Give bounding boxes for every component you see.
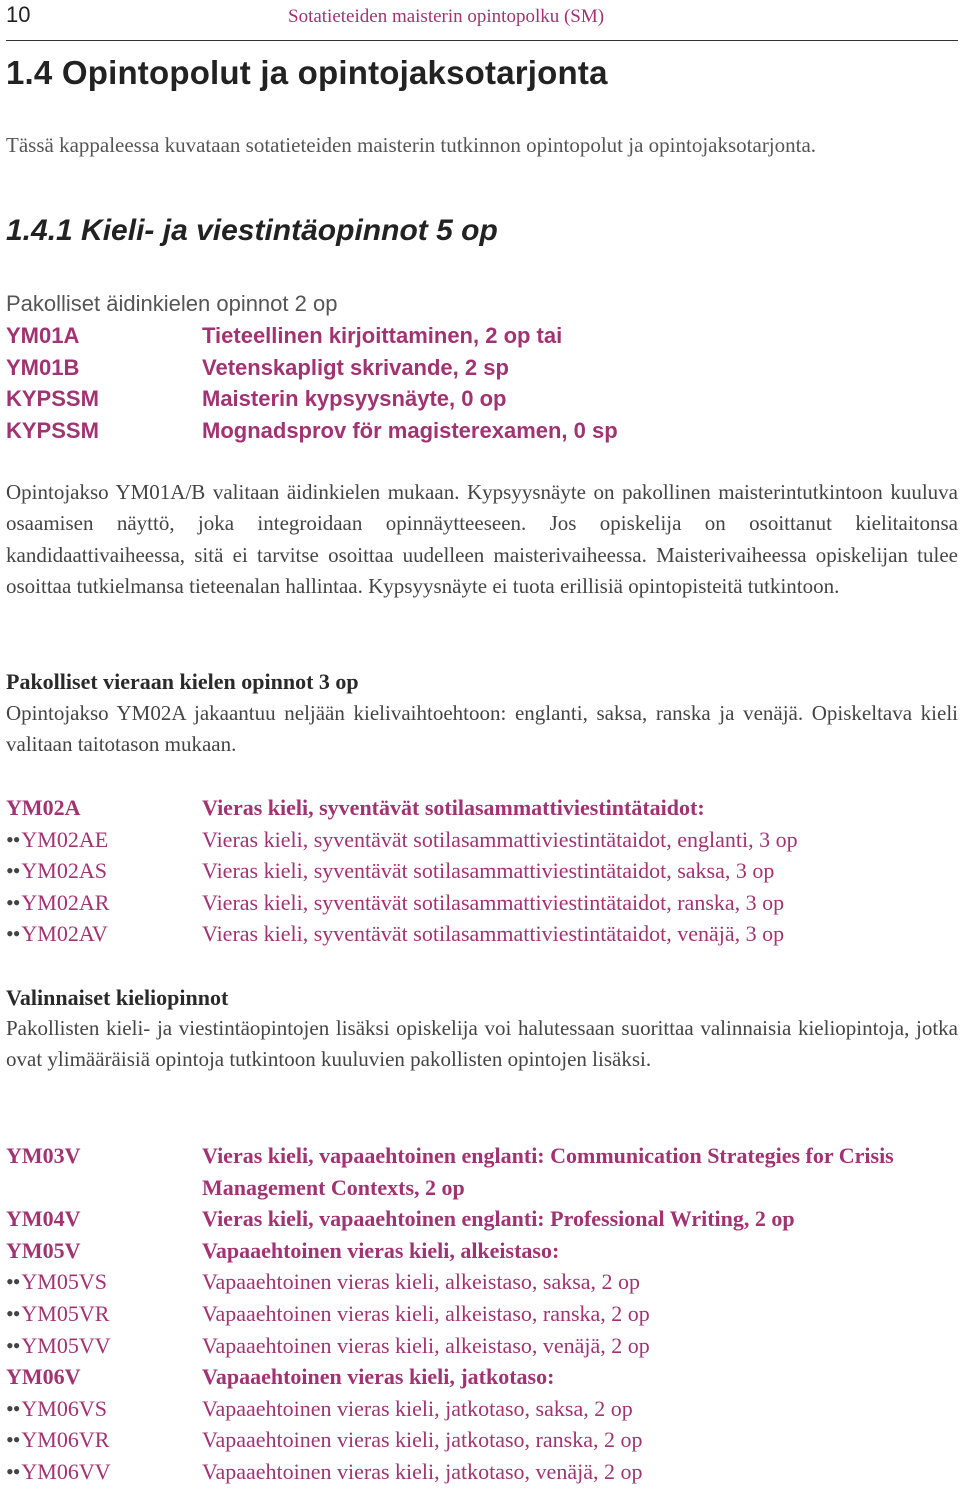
course-title: Vapaaehtoinen vieras kieli, jatkotaso, venäjä, 2 op (202, 1458, 643, 1484)
bullet-icon: •• (6, 1427, 20, 1453)
intro-paragraph: Tässä kappaleessa kuvataan sotatieteiden maisterin tutkinnon opintopolut ja opintojaksotarjonta. (6, 133, 817, 157)
running-title: Sotatieteiden maisterin opintopolku (SM) (288, 6, 605, 27)
course-code-cell (6, 855, 202, 887)
course-code-cell (6, 1330, 202, 1362)
course-code: YM05VV (21, 1332, 111, 1358)
course-title: Vapaaehtoinen vieras kieli, alkeistaso, venäjä, 2 op (202, 1332, 650, 1358)
bullet-icon: •• (6, 858, 20, 884)
section-heading: 1.4 Opintopolut ja opintojaksotarjonta (6, 54, 608, 91)
course-code: YM02AV (21, 921, 108, 947)
course-code: YM01B (6, 354, 80, 380)
native-course-list (6, 320, 958, 446)
course-code-cell (6, 1456, 202, 1488)
course-code: YM03V (6, 1143, 81, 1168)
course-title: Vapaaehtoinen vieras kieli, alkeistaso, ranska, 2 op (202, 1300, 650, 1326)
course-code: YM06VV (21, 1458, 111, 1484)
course-title: Vapaaehtoinen vieras kieli, alkeistaso, saksa, 2 op (202, 1269, 641, 1295)
course-row (6, 352, 958, 384)
course-code: YM05VR (21, 1300, 110, 1326)
course-code: YM05V (6, 1237, 81, 1263)
course-code-cell (6, 1393, 202, 1425)
bullet-icon: •• (6, 921, 20, 947)
bullet-icon: •• (6, 1458, 20, 1484)
subsection-heading: 1.4.1 Kieli- ja viestintäopinnot 5 op (6, 214, 498, 247)
course-code-cell (6, 1424, 202, 1456)
course-code: YM02AS (21, 858, 107, 884)
course-code: YM06VR (21, 1427, 110, 1453)
bullet-icon: •• (6, 1332, 20, 1358)
optional-course-list (6, 1140, 958, 1488)
course-code-cell (6, 887, 202, 919)
native-language-block (6, 288, 958, 446)
course-title: Vieras kieli, syventävät sotilasammattiviestintätaidot, saksa, 3 op (202, 858, 775, 884)
course-row (6, 1203, 958, 1235)
bullet-icon: •• (6, 826, 20, 852)
course-title: Maisterin kypsyysnäyte, 0 op (202, 386, 507, 411)
bullet-icon: •• (6, 1300, 20, 1326)
course-row (6, 1456, 958, 1488)
course-row (6, 792, 958, 824)
course-code: YM06VS (21, 1395, 107, 1421)
course-code-cell (6, 1298, 202, 1330)
course-code: YM06V (6, 1364, 81, 1390)
native-language-paragraph: Opintojakso YM01A/B valitaan äidinkielen mukaan. Kypsyysnäyte on pakollinen maisterintutkintoon kuuluva osaamisen näyttö, joka integroidaan opinnäytteeseen. Jos opiskelija on osoittanut kielitaitonsa kandidaattivaiheessa, sitä ei tarvitse osoittaa uudelleen maisterivaiheessa. Maisterivaiheessa opiskelijan tulee osoittaa tutkielmansa tieteenalan hallintaa. Kypsyysnäyte ei tuota erillisiä opintopisteitä tutkintoon. (6, 480, 958, 598)
course-code-cell (6, 792, 202, 824)
bullet-icon: •• (6, 1269, 20, 1295)
course-title: Vapaaehtoinen vieras kieli, jatkotaso, ranska, 2 op (202, 1427, 643, 1453)
bullet-icon: •• (6, 889, 20, 915)
foreign-language-heading: Pakolliset vieraan kielen opinnot 3 op (6, 669, 359, 694)
course-row (6, 1266, 958, 1298)
course-title: Mognadsprov för magisterexamen, 0 sp (202, 417, 618, 443)
course-code-cell (6, 1140, 202, 1172)
course-code-cell (6, 824, 202, 856)
page-number: 10 (6, 2, 31, 27)
course-row (6, 1140, 958, 1203)
course-code: YM01A (6, 323, 80, 348)
course-row (6, 383, 958, 415)
course-row (6, 1393, 958, 1425)
course-code: YM02AE (21, 826, 109, 852)
course-title: Tieteellinen kirjoittaminen, 2 op tai (202, 323, 563, 348)
page-header (6, 0, 958, 41)
course-title: Vieras kieli, syventävät sotilasammattiviestintätaidot, ranska, 3 op (202, 889, 785, 915)
course-row (6, 320, 958, 352)
optional-paragraph: Pakollisten kieli- ja viestintäopintojen lisäksi opiskelija voi halutessaan suorittaa valinnaisia kieliopintoja, jotka ovat ylimääräisiä opintoja tutkintoon kuuluvien pakollisten opintojen lisäksi. (6, 1016, 958, 1072)
course-code-cell (6, 1203, 202, 1235)
foreign-language-paragraph: Opintojakso YM02A jakaantuu neljään kielivaihtoehtoon: englanti, saksa, ranska ja venäjä. Opiskeltava kieli valitaan taitotason mukaan. (6, 701, 958, 757)
course-code: KYPSSM (6, 386, 99, 411)
course-title: Vetenskapligt skrivande, 2 sp (202, 354, 509, 380)
native-language-heading: Pakolliset äidinkielen opinnot 2 op (6, 291, 338, 316)
course-row (6, 1330, 958, 1362)
course-row (6, 1424, 958, 1456)
course-code: YM02A (6, 795, 81, 820)
course-row (6, 855, 958, 887)
course-title: Vieras kieli, vapaaehtoinen englanti: Communication Strategies for Crisis Management Contexts, 2 op (202, 1143, 894, 1200)
course-row (6, 1298, 958, 1330)
course-title: Vieras kieli, syventävät sotilasammattiviestintätaidot, englanti, 3 op (202, 826, 798, 852)
foreign-course-list (6, 792, 958, 950)
course-title: Vapaaehtoinen vieras kieli, alkeistaso: (202, 1237, 560, 1263)
course-code-cell (6, 1235, 202, 1267)
course-row (6, 1361, 958, 1393)
course-row (6, 918, 958, 950)
course-code: YM02AR (21, 889, 110, 915)
course-code: YM05VS (21, 1269, 107, 1295)
course-code: YM04V (6, 1206, 81, 1232)
course-row (6, 1235, 958, 1267)
course-title: Vieras kieli, syventävät sotilasammattiviestintätaidot: (202, 795, 705, 820)
course-title: Vapaaehtoinen vieras kieli, jatkotaso, saksa, 2 op (202, 1395, 633, 1421)
course-code-cell (6, 1361, 202, 1393)
course-row (6, 824, 958, 856)
course-row (6, 887, 958, 919)
course-title: Vieras kieli, syventävät sotilasammattiviestintätaidot, venäjä, 3 op (202, 921, 785, 947)
course-title: Vieras kieli, vapaaehtoinen englanti: Professional Writing, 2 op (202, 1206, 795, 1232)
optional-heading: Valinnaiset kieliopinnot (6, 985, 229, 1010)
course-code-cell (6, 1266, 202, 1298)
bullet-icon: •• (6, 1395, 20, 1421)
course-row (6, 415, 958, 447)
course-title: Vapaaehtoinen vieras kieli, jatkotaso: (202, 1364, 555, 1390)
course-code: KYPSSM (6, 417, 99, 443)
course-code-cell (6, 918, 202, 950)
